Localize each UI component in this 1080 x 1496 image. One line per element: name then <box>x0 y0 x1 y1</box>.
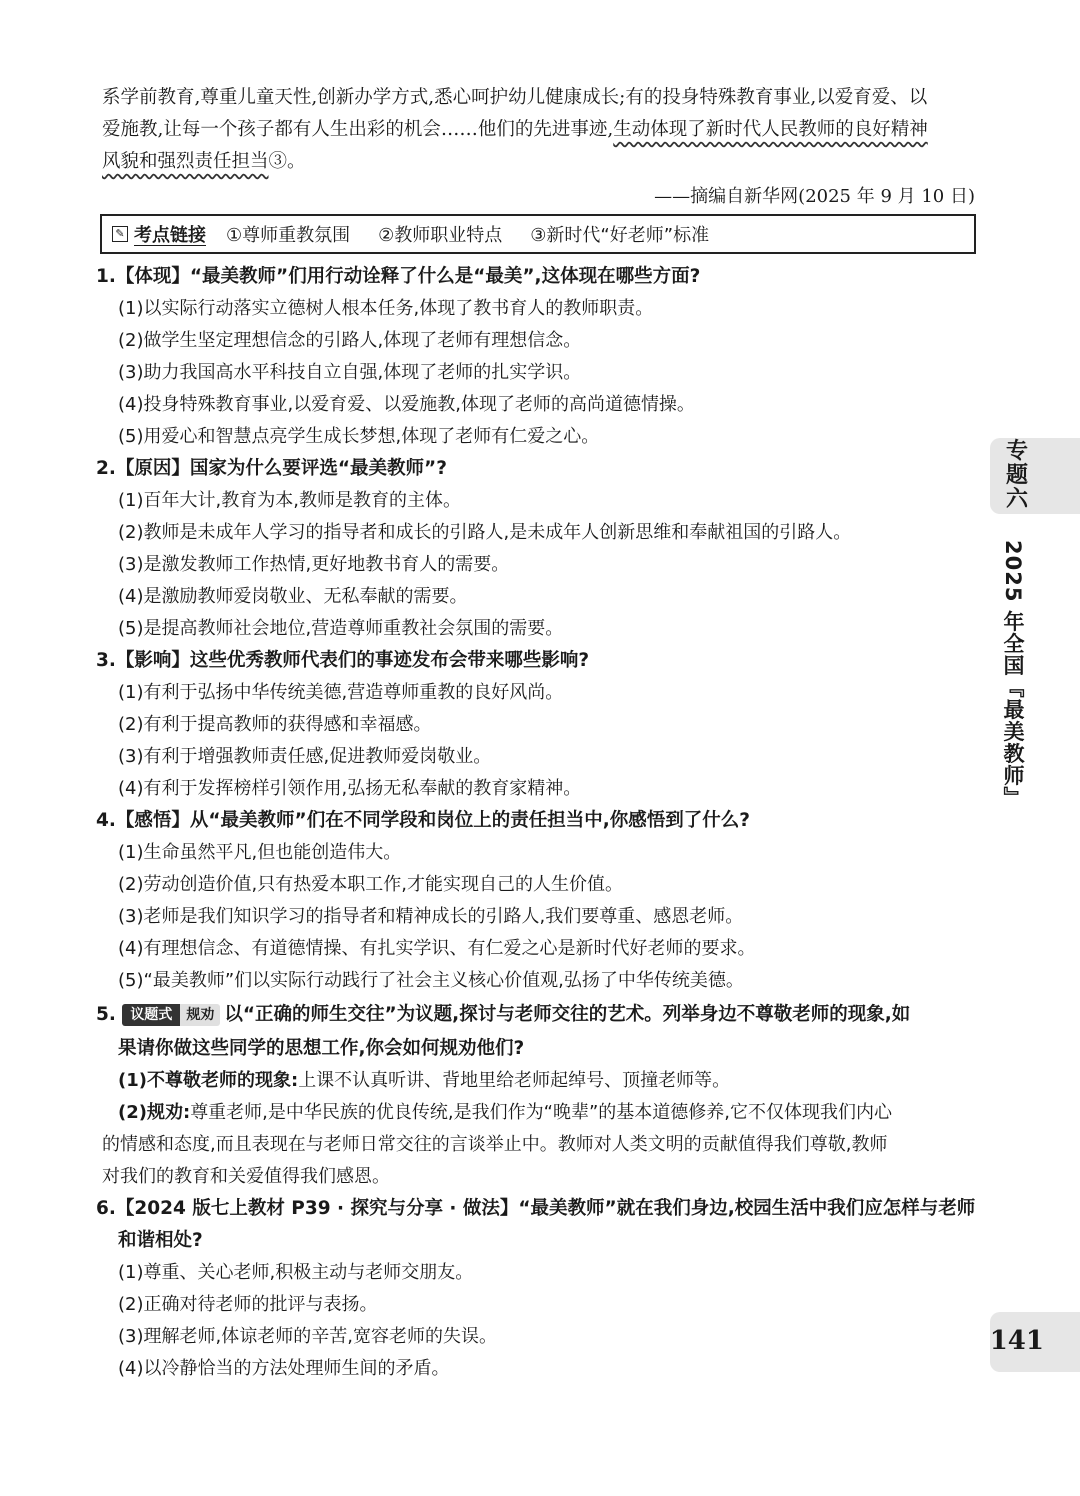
question-6: 6.【2024 版七上教材 P39 · 探究与分享 · 做法】“最美教师”就在我们身边,校园生活中我们应怎样与老师 <box>96 1198 976 1219</box>
answer-5-1 <box>118 1066 982 1096</box>
question-5 <box>96 1000 982 1030</box>
answer-5-1-text: 上课不认真听讲、背地里给老师起绰号、顶撞老师等。 <box>298 1070 731 1091</box>
answer-3-4: (4)有利于发挥榜样引领作用,弘扬无私奉献的教育家精神。 <box>118 778 582 799</box>
answer-5-2 <box>118 1098 982 1128</box>
answer-6-3: (3)理解老师,体谅老师的辛苦,宽容老师的失误。 <box>118 1326 497 1347</box>
side-running-title: 2025 年全国『最美教师』 <box>1001 540 1025 809</box>
knowledge-point-1: ①尊师重教氛围 <box>226 225 351 246</box>
knowledge-point-2: ②教师职业特点 <box>378 225 503 246</box>
question-5-number: 5. <box>96 1004 116 1025</box>
answer-1-4: (4)投身特殊教育事业,以爱育爱、以爱施教,体现了老师的高尚道德情操。 <box>118 394 695 415</box>
answer-5-2-text: 尊重老师,是中华民族的优良传统,是我们作为“晚辈”的基本道德修养,它不仅体现我们内心 <box>190 1102 892 1123</box>
intro-line-2-plain: 爱施教,让每一个孩子都有人生出彩的机会……他们的先进事迹, <box>102 119 614 140</box>
question-4: 4.【感悟】从“最美教师”们在不同学段和岗位上的责任担当中,你感悟到了什么? <box>96 810 750 831</box>
answer-4-2: (2)劳动创造价值,只有热爱本职工作,才能实现自己的人生价值。 <box>118 874 623 895</box>
intro-line-2 <box>102 114 982 146</box>
question-5-line-1: 以“正确的师生交往”为议题,探讨与老师交往的艺术。列举身边不尊敬老师的现象,如 <box>224 1004 911 1025</box>
intro-line-3-underlined: 风貌和强烈责任担当 <box>102 151 269 172</box>
question-6-line-2: 和谐相处? <box>118 1230 203 1251</box>
answer-2-3: (3)是激发教师工作热情,更好地教书育人的需要。 <box>118 554 510 575</box>
answer-4-4: (4)有理想信念、有道德情操、有扎实学识、有仁爱之心是新时代好老师的要求。 <box>118 938 756 959</box>
pencil-icon: ✎ <box>112 226 128 242</box>
answer-1-3: (3)助力我国高水平科技自立自强,体现了老师的扎实学识。 <box>118 362 582 383</box>
answer-1-5: (5)用爱心和智慧点亮学生成长梦想,体现了老师有仁爱之心。 <box>118 426 600 447</box>
intro-line-2-underlined: 生动体现了新时代人民教师的良好精神 <box>613 119 928 140</box>
answer-2-2: (2)教师是未成年人学习的指导者和成长的引路人,是未成年人创新思维和奉献祖国的引路人。 <box>118 522 852 543</box>
knowledge-link-box <box>100 214 976 254</box>
answer-6-2: (2)正确对待老师的批评与表扬。 <box>118 1294 378 1315</box>
answer-6-1: (1)尊重、关心老师,积极主动与老师交朋友。 <box>118 1262 474 1283</box>
answer-5-1-label: (1)不尊敬老师的现象: <box>118 1070 299 1091</box>
source-citation: ——摘编自新华网(2025 年 9 月 10 日) <box>654 186 975 207</box>
page-number: 141 <box>989 1326 1044 1356</box>
answer-2-1: (1)百年大计,教育为本,教师是教育的主体。 <box>118 490 461 511</box>
intro-line-3 <box>102 146 982 178</box>
knowledge-link-label: 考点链接 <box>134 225 206 246</box>
knowledge-link-tag <box>112 221 206 247</box>
answer-6-4: (4)以冷静恰当的方法处理师生间的矛盾。 <box>118 1358 450 1379</box>
answer-5-2-line-2: 的情感和态度,而且表现在与老师日常交往的言谈举止中。教师对人类文明的贡献值得我们尊敬,教师 <box>102 1134 888 1155</box>
answer-2-4: (4)是激励教师爱岗敬业、无私奉献的需要。 <box>118 586 468 607</box>
answer-1-2: (2)做学生坚定理想信念的引路人,体现了老师有理想信念。 <box>118 330 582 351</box>
answer-3-2: (2)有利于提高教师的获得感和幸福感。 <box>118 714 432 735</box>
question-1: 1.【体现】“最美教师”们用行动诠释了什么是“最美”,这体现在哪些方面? <box>96 266 701 287</box>
question-3: 3.【影响】这些优秀教师代表们的事迹发布会带来哪些影响? <box>96 650 590 671</box>
intro-line-1: 系学前教育,尊重儿童天性,创新办学方式,悉心呵护幼儿健康成长;有的投身特殊教育事业,以爱育爱、以 <box>102 87 928 108</box>
answer-1-1: (1)以实际行动落实立德树人根本任务,体现了教书育人的教师职责。 <box>118 298 654 319</box>
persuade-tag: 规劝 <box>180 1004 220 1026</box>
answer-2-5: (5)是提高教师社会地位,营造尊师重教社会氛围的需要。 <box>118 618 564 639</box>
answer-5-2-line-3: 对我们的教育和关爱值得我们感恩。 <box>102 1166 390 1187</box>
question-2: 2.【原因】国家为什么要评选“最美教师”? <box>96 458 447 479</box>
answer-4-5: (5)“最美教师”们以实际行动践行了社会主义核心价值观,弘扬了中华传统美德。 <box>118 970 744 991</box>
answer-4-3: (3)老师是我们知识学习的指导者和精神成长的引路人,我们要尊重、感恩老师。 <box>118 906 744 927</box>
answer-3-1: (1)有利于弘扬中华传统美德,营造尊师重教的良好风尚。 <box>118 682 564 703</box>
knowledge-point-3: ③新时代“好老师”标准 <box>530 225 710 246</box>
side-tab-label: 专题六 <box>1005 439 1028 512</box>
answer-3-3: (3)有利于增强教师责任感,促进教师爱岗敬业。 <box>118 746 492 767</box>
topic-tag: 议题式 <box>122 1004 180 1026</box>
answer-5-2-label: (2)规劝: <box>118 1102 191 1123</box>
intro-line-3-marker: ③。 <box>268 151 306 172</box>
answer-4-1: (1)生命虽然平凡,但也能创造伟大。 <box>118 842 402 863</box>
question-5-line-2: 果请你做这些同学的思想工作,你会如何规劝他们? <box>118 1038 525 1059</box>
